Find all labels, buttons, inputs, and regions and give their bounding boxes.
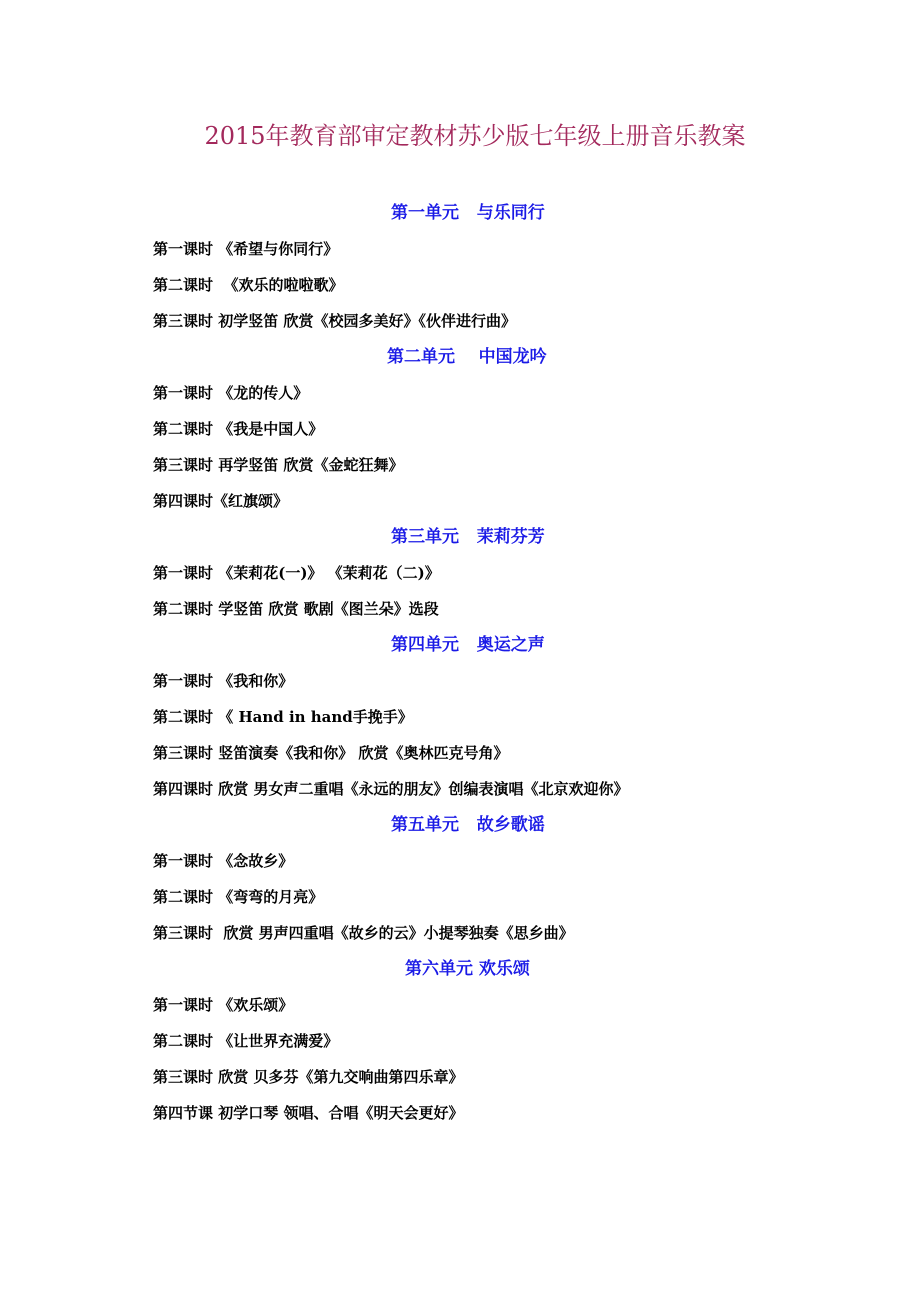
lesson-item: 第二课时 《欢乐的啦啦歌》 bbox=[153, 276, 344, 294]
lesson-item: 第三课时 再学竖笛 欣赏《金蛇狂舞》 bbox=[153, 456, 404, 474]
lesson-item: 第三课时 欣赏 男声四重唱《故乡的云》小提琴独奏《思乡曲》 bbox=[153, 924, 574, 942]
lesson-item: 第二课时 《弯弯的月亮》 bbox=[153, 888, 324, 906]
lesson-item: 第一课时 《龙的传人》 bbox=[153, 384, 309, 402]
lesson-item: 第四节课 初学口琴 领唱、合唱《明天会更好》 bbox=[153, 1104, 464, 1122]
lesson-item: 第三课时 竖笛演奏《我和你》 欣赏《奥林匹克号角》 bbox=[153, 744, 509, 762]
lesson-item: 第一课时 《欢乐颂》 bbox=[153, 996, 294, 1014]
unit-heading: 第三单元 茉莉芬芳 bbox=[391, 527, 545, 547]
lesson-item: 第二课时 学竖笛 欣赏 歌剧《图兰朵》选段 bbox=[153, 600, 439, 618]
unit-heading: 第五单元 故乡歌谣 bbox=[391, 815, 545, 835]
lesson-item: 第三课时 欣赏 贝多芬《第九交响曲第四乐章》 bbox=[153, 1068, 464, 1086]
lesson-item: 第一课时 《我和你》 bbox=[153, 672, 294, 690]
unit-heading: 第四单元 奥运之声 bbox=[391, 635, 545, 655]
document-title: 2015年教育部审定教材苏少版七年级上册音乐教案 bbox=[204, 122, 746, 150]
lesson-item: 第二课时 《 Hand in hand手挽手》 bbox=[153, 708, 413, 726]
lesson-plan-content bbox=[153, 198, 853, 1134]
lesson-item: 第四课时《红旗颂》 bbox=[153, 492, 289, 510]
lesson-item: 第四课时 欣赏 男女声二重唱《永远的朋友》创编表演唱《北京欢迎你》 bbox=[153, 780, 629, 798]
lesson-item: 第一课时 《念故乡》 bbox=[153, 852, 294, 870]
unit-heading: 第二单元 中国龙吟 bbox=[387, 347, 547, 367]
lesson-item: 第一课时 《希望与你同行》 bbox=[153, 240, 339, 258]
lesson-item: 第一课时 《茉莉花(一)》 《茉莉花（二)》 bbox=[153, 564, 440, 582]
lesson-item: 第二课时 《我是中国人》 bbox=[153, 420, 324, 438]
unit-heading: 第六单元 欢乐颂 bbox=[405, 959, 530, 979]
unit-heading: 第一单元 与乐同行 bbox=[391, 203, 545, 223]
lesson-item: 第二课时 《让世界充满爱》 bbox=[153, 1032, 339, 1050]
lesson-item: 第三课时 初学竖笛 欣赏《校园多美好》《伙伴进行曲》 bbox=[153, 312, 516, 330]
